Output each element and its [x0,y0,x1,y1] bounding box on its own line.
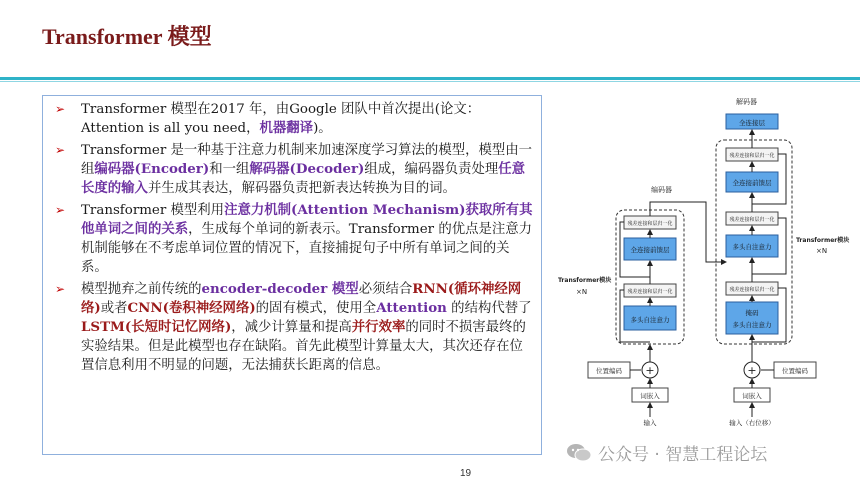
dec-cross-attention-label: 多头自注意力 [732,243,772,251]
bullet-segment: CNN(卷积神经网络) [127,300,256,316]
bullet-segment: 机器翻译 [259,120,314,136]
bullet-item [51,201,533,277]
transformer-architecture-diagram [558,92,856,442]
bullet-text [81,143,532,196]
bullet-segment: 解码器(Decoder) [249,161,365,177]
dec-feedforward-label: 全连接前馈层 [732,179,772,187]
slide-title: Transformer 模型 [42,24,212,49]
bullet-segment: 的结构代替了 [446,301,532,316]
enc-self-attention-label: 多头自注意力 [630,316,670,324]
content-text-box [42,95,542,455]
bullet-segment: encoder-decoder 模型 [201,281,359,297]
bullet-segment: Attention [376,300,447,316]
bullet-segment: ，减少计算量和提高 [231,320,352,335]
bullet-segment: Transformer 模型利用 [81,203,225,218]
page-number: 19 [460,468,472,479]
dec-masked-label-2: 多头自注意力 [732,321,772,329]
dec-masked-attention [726,302,778,334]
decoder-label: 解码器 [736,98,757,106]
bullet-text [81,203,532,275]
pos-enc-left-label: 位置编码 [596,367,622,375]
enc-block-label: Transformer模块 [558,277,612,284]
dec-block-label: Transformer模块 [796,237,850,244]
bullet-segment: )。 [313,121,332,136]
bullet-arrow-icon: ➢ [55,282,66,296]
bullet-item [51,100,533,138]
enc-plus-sign: + [645,364,655,377]
title-divider [0,77,860,80]
bullet-segment: 编码器(Encoder) [94,161,210,177]
bullet-segment: 任意长度的输入 [81,161,526,196]
bullet-segment: Transformer 模型在2017 年，由Google 团队中首次提出(论文：Attention is all you need， [81,102,481,136]
bullet-segment: Transformer 是一种基于注意力机制来加速深度学习算法的模型，模型由一组 [81,143,533,177]
wechat-icon [566,442,592,464]
bullet-arrow-icon: ➢ [55,102,66,116]
enc-feedforward-label: 全连接前馈层 [630,246,670,254]
dec-top-fc-label: 全连接层 [739,119,765,127]
dec-addnorm-1-label: 残差连接和层归一化 [729,287,775,293]
dec-addnorm-2-label: 残差连接和层归一化 [729,217,775,223]
bullet-item [51,280,533,375]
bullet-text [81,102,480,136]
bullet-segment: 组成，编码器负责处理 [364,162,499,177]
embed-right-label: 词嵌入 [742,392,762,400]
bullet-segment: 的同时不损害最终的实验结果。但是此模型也存在缺陷。首先此模型计算量太大，其次还存在位置信息利用不明显的问题，无法捕获长距离的信息。 [81,320,526,373]
bullet-segment: LSTM(长短时记忆网络) [81,319,232,335]
enc-addnorm-2-label: 残差连接和层归一化 [627,221,673,227]
bullet-item [51,141,533,198]
bullet-segment: 和一组 [209,162,250,177]
watermark-text: 公众号 · 智慧工程论坛 [598,445,768,465]
enc-addnorm-1-label: 残差连接和层归一化 [627,289,673,295]
bullet-arrow-icon: ➢ [55,203,66,217]
dec-addnorm-3-label: 残差连接和层归一化 [729,153,775,159]
bullet-text [81,282,532,373]
input-left-label: 输入 [643,419,657,427]
bullet-segment: 并行效率 [351,319,406,335]
pos-enc-right-label: 位置编码 [782,367,808,375]
bullet-segment: 注意力机制(Attention Mechanism)获取所有其他单词之间的关系 [81,202,533,237]
bullet-segment: 并生成其表达，解码器负责把新表达转换为目的词。 [147,181,456,196]
bullet-segment: ，生成每个单词的新表示。Transformer 的优点是注意力机制能够在不考虑单词位置的情况下，直接捕捉句子中所有单词之间的关系。 [81,222,533,275]
title-divider-thin [0,81,860,82]
input-right-label: 输入（右位移） [729,419,775,427]
bullet-segment: 的固有模式，使用全 [255,301,377,316]
encoder-label: 编码器 [651,186,672,194]
embed-left-label: 词嵌入 [640,392,660,400]
bullet-segment: 模型抛弃之前传统的 [81,282,202,297]
dec-block-n: ×N [816,247,828,255]
dec-masked-label-1: 掩码 [745,309,759,317]
bullet-segment: 或者 [100,301,128,316]
bullet-arrow-icon: ➢ [55,143,66,157]
dec-plus-sign: + [747,364,757,377]
watermark [566,440,767,465]
bullet-segment: RNN(循环神经网络) [81,281,522,316]
enc-block-n: ×N [576,288,588,296]
bullet-segment: 必须结合 [358,282,413,297]
